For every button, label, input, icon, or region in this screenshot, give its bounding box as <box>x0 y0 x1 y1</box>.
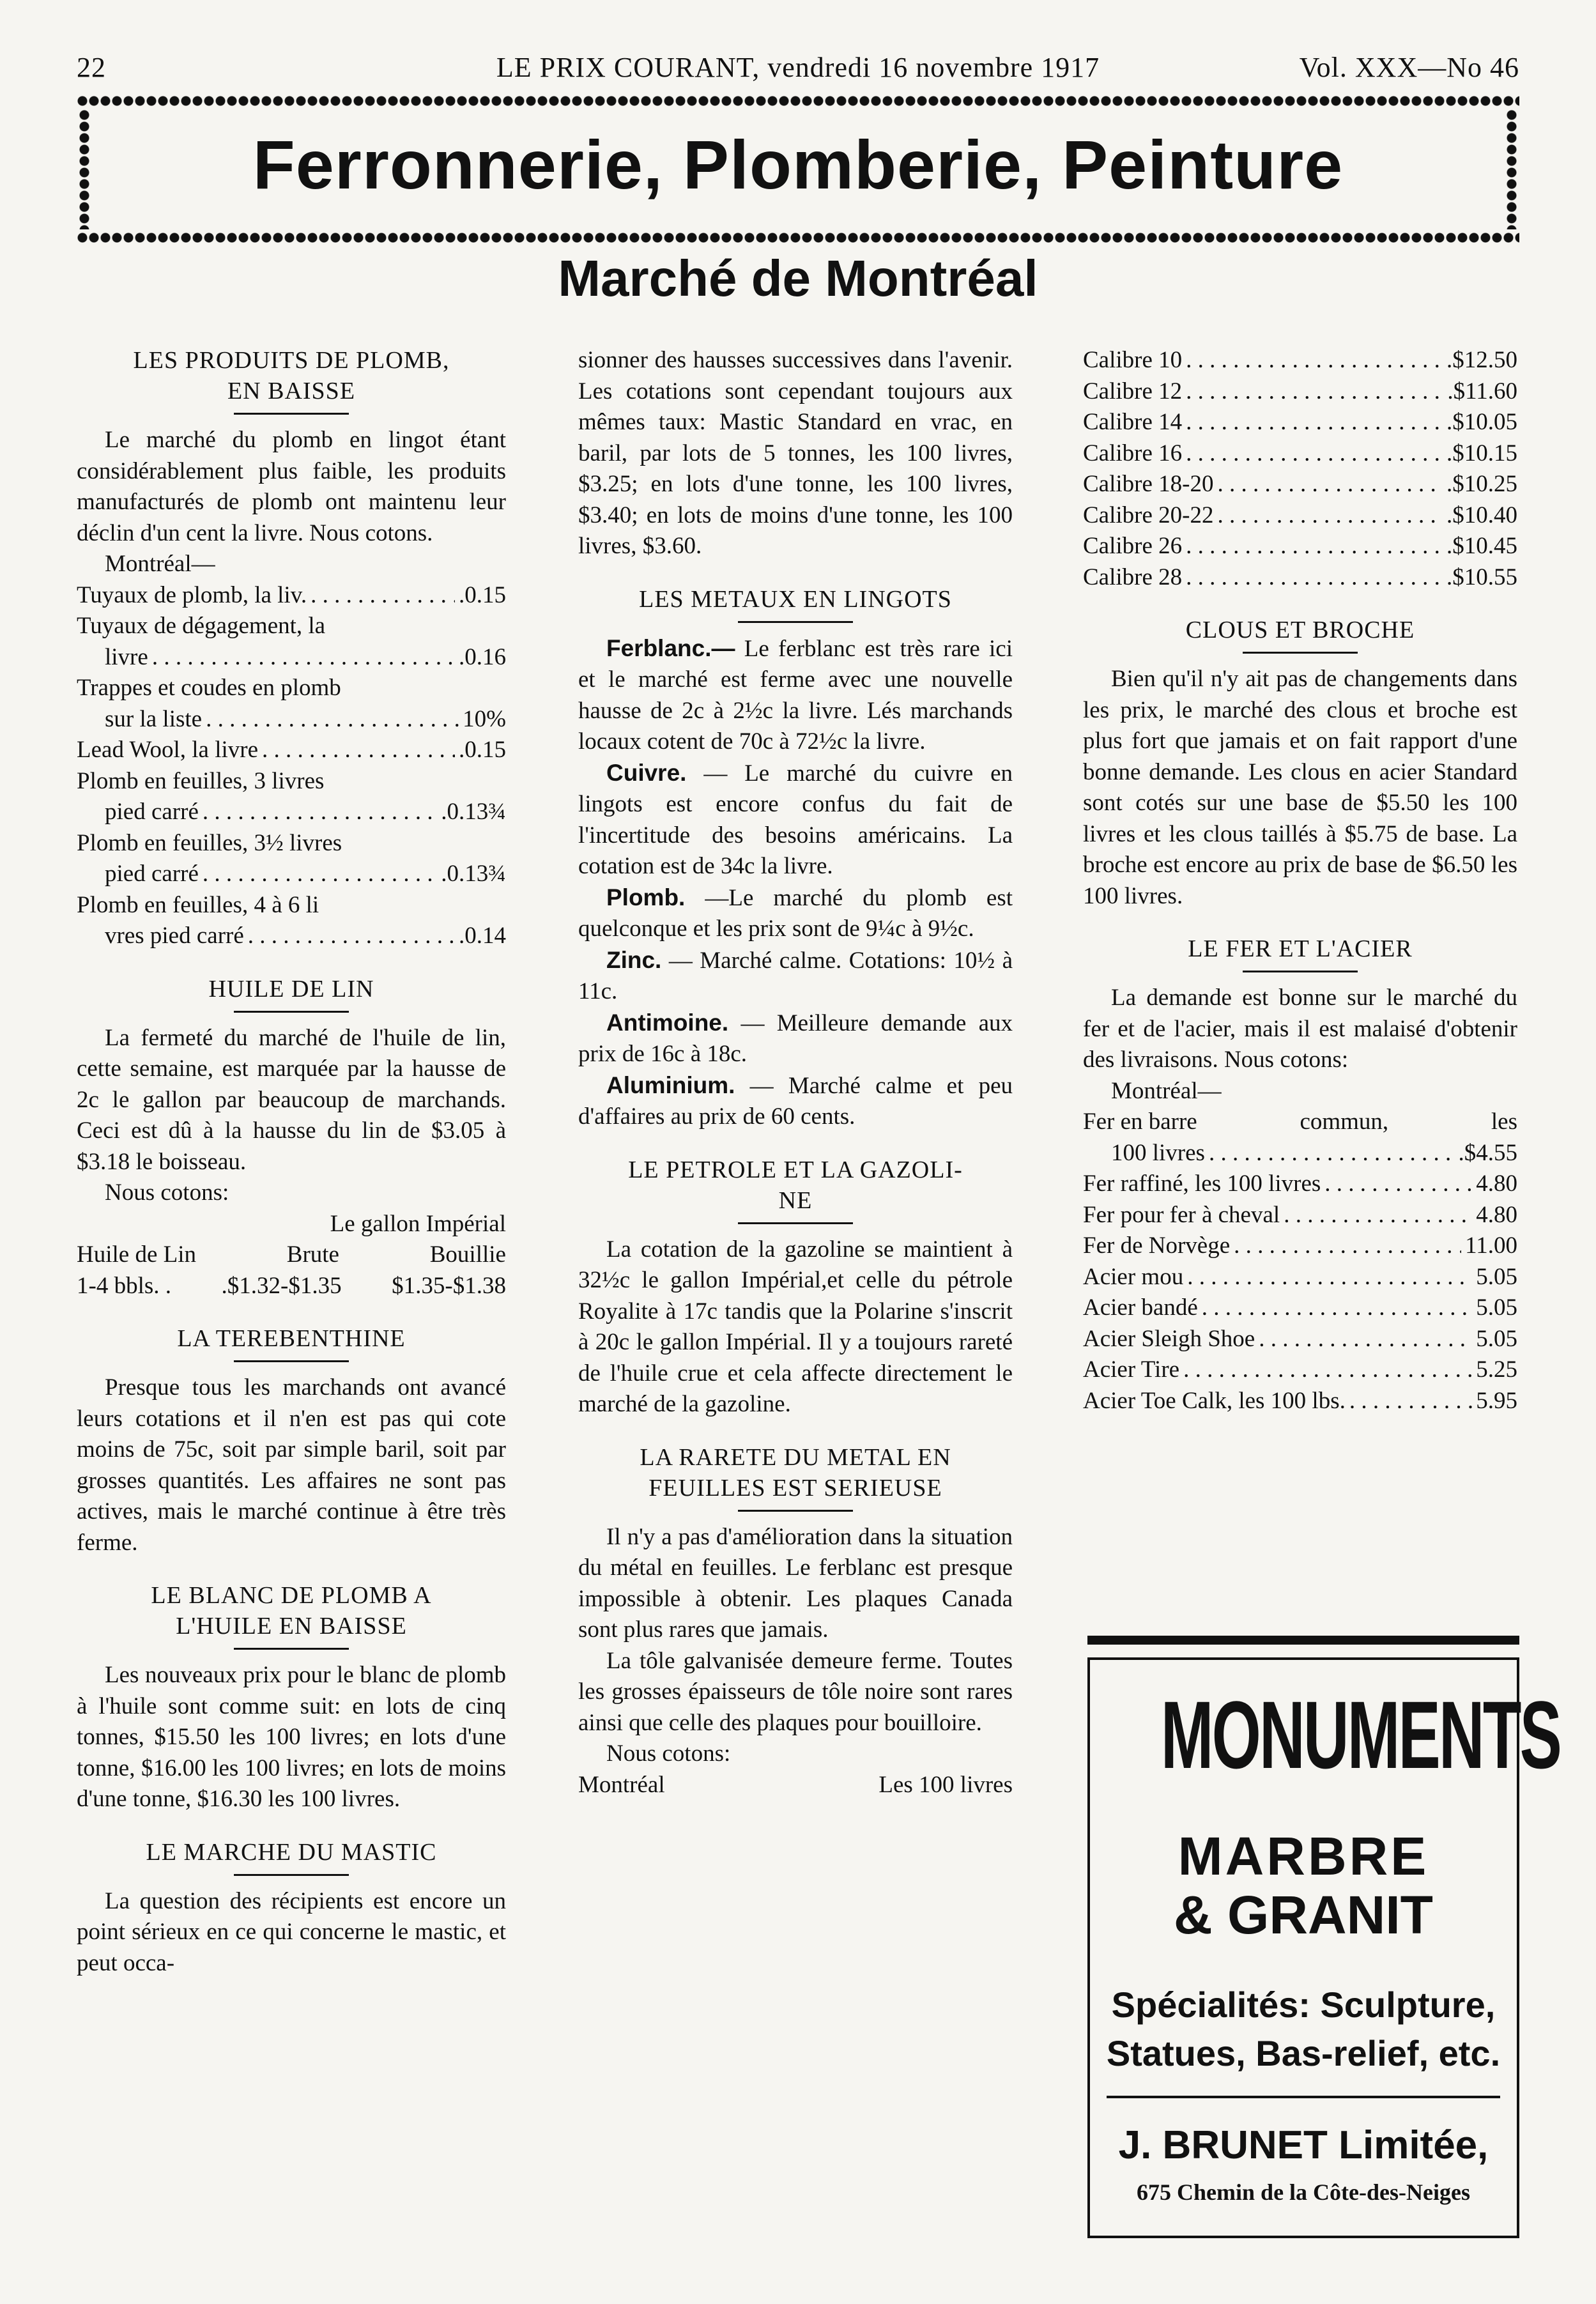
price-item <box>1083 469 1517 500</box>
heading-line: FEUILLES EST SERIEUSE <box>648 1474 942 1501</box>
item-name: Fer de Norvège <box>1083 1233 1231 1259</box>
article-mastic <box>77 1837 506 1979</box>
item-price: .$11.60 <box>1447 378 1517 404</box>
item-name: pied carré <box>105 861 199 887</box>
article-heading: CLOUS ET BROCHE <box>1185 617 1415 643</box>
article-paragraph: La fermeté du marché de l'huile de lin, cette semaine, est marquée par la hausse de 2c le gallon par beaucoup de marchands. Ceci est dû à la hausse du lin de $3.05 à $3.18 le boisseau. <box>77 1024 506 1175</box>
item-price: .$10.40 <box>1446 502 1517 528</box>
item-price: .0.14 <box>459 923 506 949</box>
dotted-border-bottom <box>77 229 1519 246</box>
dotted-border-top <box>77 93 1519 109</box>
metal-report <box>578 758 1013 882</box>
price-item <box>1083 1262 1517 1293</box>
item-price: .$10.45 <box>1446 533 1517 559</box>
column-1 <box>77 345 506 1979</box>
item-name: sur la liste <box>105 705 203 732</box>
metal-name: Plomb. <box>606 884 686 910</box>
heading-line: L'HUILE EN BAISSE <box>176 1613 407 1640</box>
item-name: Tuyaux de plomb, la liv. <box>77 581 307 608</box>
price-item <box>1083 1386 1517 1417</box>
ad-address: 675 Chemin de la Côte-des-Neiges <box>1137 2179 1470 2205</box>
dot-leader <box>1284 1200 1472 1231</box>
price-item <box>77 797 506 828</box>
item-name: Acier Toe Calk, les 100 lbs. <box>1083 1387 1346 1414</box>
dot-leader <box>1186 531 1443 562</box>
item-name: vres pied carré <box>105 923 244 949</box>
item-name: Acier Sleigh Shoe <box>1083 1325 1255 1352</box>
item-price: .$10.15 <box>1446 440 1517 466</box>
price-item <box>77 642 506 673</box>
heading-line: LES PRODUITS DE PLOMB, <box>133 347 450 374</box>
heading-rule <box>1243 971 1358 972</box>
item-price: .$10.05 <box>1446 409 1517 435</box>
article-heading: LA TEREBENTHINE <box>177 1325 406 1352</box>
price-table-row <box>77 1271 506 1302</box>
table-header <box>578 1770 1013 1801</box>
item-price: .$10.55 <box>1446 564 1517 590</box>
running-header <box>77 51 1519 89</box>
article-paragraph: La cotation de la gazoline se maintient à 32½c le gallon Impérial,et celle du pétrole Royalite à 17c tandis que la Polarine s'inscrit à 20c le gallon Impérial. Il y a toujours rareté de l'huile crue et cela affecte directement le marché de la gazoline. <box>578 1236 1013 1417</box>
item-name: 100 livres <box>1111 1139 1205 1166</box>
dot-leader <box>1217 469 1443 500</box>
price-item <box>77 580 506 611</box>
item-price: .0.13¾ <box>441 861 506 887</box>
metal-name: Antimoine. <box>606 1009 729 1036</box>
article-huile-de-lin <box>77 974 506 1302</box>
heading-rule <box>738 621 853 623</box>
item-price: .$10.25 <box>1446 471 1517 497</box>
price-item <box>1083 1324 1517 1355</box>
item-name: Fer pour fer à cheval <box>1083 1201 1280 1228</box>
column-3 <box>1083 345 1517 1417</box>
price-item <box>1083 407 1517 438</box>
price-item <box>1083 1231 1517 1262</box>
item-name: Lead Wool, la livre <box>77 737 259 763</box>
heading-rule <box>234 1648 349 1650</box>
price-item <box>77 735 506 766</box>
item-price: .0.15 <box>459 581 506 608</box>
heading-line: EN BAISSE <box>227 378 356 404</box>
item-price: 5.95 <box>1476 1387 1517 1414</box>
dot-leader <box>152 642 455 673</box>
article-paragraph: Bien qu'il n'y ait pas de changements dans les prix, le marché des clous et broche est plus fort que jamais et on fait rapport d'une bonne demande. Les clous en acier Standard sont cotés sur une base de $5.50 les 100 livres et les clous taillés à $5.75 de base. La broche est encore au prix de base de $6.50 les 100 livres. <box>1083 666 1517 909</box>
article-rarete-metal <box>578 1442 1013 1801</box>
article-heading <box>77 1580 506 1641</box>
item-name: Calibre 18-20 <box>1083 471 1214 497</box>
page-number: 22 <box>77 52 106 83</box>
market-subtitle: Marché de Montréal <box>558 250 1038 307</box>
item-text: commun, <box>1300 1109 1389 1135</box>
price-item <box>1083 1138 1517 1169</box>
heading-rule <box>738 1222 853 1224</box>
heading-rule <box>234 1360 349 1362</box>
item-name: Calibre 26 <box>1083 533 1183 559</box>
price-list <box>1083 1169 1517 1417</box>
ad-granit: & GRANIT <box>1174 1885 1433 1945</box>
article-paragraph: La demande est bonne sur le marché du fer et de l'acier, mais il est malaisé d'obtenir des livraisons. Nous cotons: <box>1083 985 1517 1073</box>
item-price: .0.16 <box>459 643 506 670</box>
dot-leader <box>1186 407 1443 438</box>
item-price: 5.05 <box>1476 1294 1517 1321</box>
price-item <box>1083 1169 1517 1200</box>
market-label: Montréal— <box>105 551 215 577</box>
dot-leader <box>1186 562 1443 594</box>
heading-line: LE PETROLE ET LA GAZOLI- <box>628 1156 963 1183</box>
calibre-price-list <box>1083 345 1517 593</box>
item-price: 5.05 <box>1476 1325 1517 1352</box>
price-item <box>1083 438 1517 470</box>
advertisement-monuments <box>1087 1636 1561 2238</box>
table-cell: 1-4 bbls. . <box>77 1272 171 1299</box>
price-item <box>77 704 506 735</box>
dot-leader <box>311 580 455 611</box>
dot-leader <box>262 735 455 766</box>
heading-line: LA RARETE DU METAL EN <box>640 1443 951 1471</box>
column-2 <box>578 345 1013 1801</box>
ad-top-bar <box>1087 1636 1519 1645</box>
item-price: 11.00 <box>1465 1233 1517 1259</box>
dot-leader <box>1259 1324 1472 1355</box>
table-cell: .$1.32-$1.35 <box>221 1272 342 1299</box>
heading-line: LE BLANC DE PLOMB A <box>151 1582 432 1609</box>
price-list <box>77 580 506 952</box>
dot-leader <box>206 704 459 735</box>
metal-report <box>578 1008 1013 1070</box>
dot-leader <box>1186 345 1443 376</box>
article-heading <box>578 1155 1013 1216</box>
metal-report <box>578 1070 1013 1133</box>
ad-spec-line: Statues, Bas-relief, etc. <box>1106 2033 1501 2073</box>
metal-text: — Marché calme et peu d'affaires au prix de 60 cents. <box>578 1072 1013 1130</box>
metal-text: — Meilleure demande aux prix de 16c à 18c. <box>578 1010 1013 1067</box>
metal-text: —Le marché du plomb est quelconque et les prix sont de 9¼c à 9½c. <box>578 884 1013 942</box>
article-heading <box>578 1442 1013 1503</box>
dot-leader <box>203 797 437 828</box>
ad-marbre: MARBRE <box>1178 1826 1429 1886</box>
item-name: Calibre 12 <box>1083 378 1183 404</box>
price-item <box>1083 500 1517 532</box>
table-header-cell: Les 100 livres <box>879 1771 1013 1798</box>
price-item-first-line: Plomb en feuilles, 3½ livres <box>77 829 342 856</box>
table-header-cell: Brute <box>286 1241 339 1268</box>
dot-leader <box>203 859 437 890</box>
article-metaux-lingots <box>578 584 1013 1133</box>
price-item <box>1083 345 1517 376</box>
heading-rule <box>738 1510 853 1512</box>
metal-name: Cuivre. <box>606 759 687 786</box>
ad-company: J. BRUNET Limitée, <box>1118 2123 1489 2167</box>
article-paragraph: Presque tous les marchands ont avancé leurs cotations et il n'en est pas qui cote moins de 75c, soit par simple baril, soit par grosses quantités. Les affaires ne sont pas actives, mais le marché continue à être très ferme. <box>77 1374 506 1556</box>
ad-spec-line: Spécialités: Sculpture, <box>1111 1985 1496 2025</box>
metal-name: Zinc. <box>606 946 662 973</box>
item-price: .0.15 <box>459 737 506 763</box>
article-produits-plomb <box>77 345 506 952</box>
price-item-first-line: Trappes et coudes en plomb <box>77 675 341 701</box>
metal-report <box>578 633 1013 758</box>
item-name: Calibre 16 <box>1083 440 1183 466</box>
price-item-first-line: Plomb en feuilles, 4 à 6 li <box>77 891 319 918</box>
table-header-cell: Bouillie <box>429 1241 506 1268</box>
ad-specialties <box>1100 1981 1507 2078</box>
metal-name: Ferblanc.— <box>606 634 735 661</box>
table-cell: $1.35-$1.38 <box>392 1272 506 1299</box>
dot-leader <box>1186 438 1443 470</box>
item-name: Acier Tire <box>1083 1356 1180 1383</box>
article-petrole <box>578 1155 1013 1420</box>
article-terebenthine <box>77 1323 506 1558</box>
price-item-first-line: Tuyaux de dégagement, la <box>77 613 326 639</box>
item-price: 5.05 <box>1476 1263 1517 1290</box>
metal-report <box>578 945 1013 1008</box>
price-item <box>1083 531 1517 562</box>
item-price: .$4.55 <box>1458 1139 1517 1166</box>
metal-text: Le ferblanc est très rare ici et le marché est ferme avec une nouvelle hausse de 2c à 2½c la livre. Lés marchands locaux cotent de 70c à 72½c la livre. <box>578 635 1013 755</box>
price-item <box>1083 1200 1517 1231</box>
item-name: Fer raffiné, les 100 livres <box>1083 1171 1321 1197</box>
article-heading: LE MARCHE DU MASTIC <box>146 1838 437 1866</box>
metal-text: — Marché calme. Cotations: 10½ à 11c. <box>578 947 1013 1004</box>
heading-line: NE <box>778 1187 813 1214</box>
article-blanc-de-plomb <box>77 1580 506 1815</box>
item-text: les <box>1491 1109 1517 1135</box>
table-header-cell: Huile de Lin <box>77 1241 197 1268</box>
article-heading: LE FER ET L'ACIER <box>1188 935 1413 962</box>
metal-name: Aluminium. <box>606 1071 735 1098</box>
ad-divider <box>1107 2096 1500 2098</box>
article-heading: HUILE DE LIN <box>208 975 374 1002</box>
price-item <box>1083 562 1517 594</box>
heading-rule <box>234 1874 349 1876</box>
dot-leader <box>1202 1293 1472 1324</box>
item-price: 10% <box>463 705 506 732</box>
dot-leader <box>1183 1355 1472 1386</box>
article-paragraph: La question des récipients est encore un point sérieux en ce qui concerne le mastic, et peut occa- <box>77 1887 506 1976</box>
item-name: pied carré <box>105 799 199 825</box>
price-table-header <box>77 1240 506 1271</box>
article-paragraph: Le marché du plomb en lingot étant considérablement plus faible, les produits manufacturés de plomb ont maintenu leur déclin d'un cent la livre. Nous cotons. <box>77 427 506 546</box>
article-paragraph: Il n'y a pas d'amélioration dans la situation du métal en feuilles. Le ferblanc est presque impossible à obtenir. Les plaques Canada sont plus rares que jamais. <box>578 1523 1013 1643</box>
volume-number: Vol. XXX—No 46 <box>1299 52 1519 83</box>
item-price: 4.80 <box>1476 1171 1517 1197</box>
metal-text: — Le marché du cuivre en lingots est encore confus du fait de l'incertitude des besoins américains. La cotation est de 34c la livre. <box>578 760 1013 879</box>
dot-leader <box>1217 500 1443 532</box>
heading-rule <box>234 1011 349 1013</box>
item-text: Fer en barre <box>1083 1109 1197 1135</box>
article-fer-acier <box>1083 933 1517 1417</box>
price-item <box>1083 1293 1517 1324</box>
dot-leader <box>248 921 455 952</box>
cotons-label: Nous cotons: <box>606 1740 731 1767</box>
article-paragraph: La tôle galvanisée demeure ferme. Toutes les grosses épaisseurs de tôle noire sont rares ainsi que celle des plaques pour bouilloire. <box>578 1647 1013 1736</box>
price-item <box>1083 376 1517 408</box>
price-item <box>77 921 506 952</box>
item-name: Calibre 20-22 <box>1083 502 1214 528</box>
item-price: .0.13¾ <box>441 799 506 825</box>
price-item <box>77 859 506 890</box>
dot-leader <box>1324 1169 1472 1200</box>
heading-rule <box>234 413 349 415</box>
item-price: 4.80 <box>1476 1201 1517 1228</box>
section-banner <box>77 93 1519 246</box>
section-title: Ferronnerie, Plomberie, Peinture <box>252 126 1344 203</box>
item-name: Calibre 28 <box>1083 564 1183 590</box>
item-name: Acier mou <box>1083 1263 1184 1290</box>
metal-report <box>578 882 1013 945</box>
ad-title: MONUMENTS <box>1160 1681 1561 1788</box>
table-header-cell: Montréal <box>578 1771 665 1798</box>
article-paragraph-continued: sionner des hausses successives dans l'avenir. Les cotations sont cependant toujours aux mêmes taux: Mastic Standard en vrac, en baril, par lots de 5 tonnes, les 100 livres, $3.25; en lots d'une tonne, les 100 livres, $3.40; en lots de moins d'une tonne, les 100 livres, $3.60. <box>578 347 1013 559</box>
article-clous-broche <box>1083 615 1517 912</box>
item-name: Calibre 14 <box>1083 409 1183 435</box>
item-name: livre <box>105 643 148 670</box>
gallon-label: Le gallon Impérial <box>330 1210 506 1237</box>
dot-leader <box>1234 1231 1461 1262</box>
cotons-label: Nous cotons: <box>105 1179 229 1206</box>
dot-leader <box>1187 1262 1472 1293</box>
dot-leader <box>1209 1138 1455 1169</box>
price-item <box>1083 1355 1517 1386</box>
price-item-first-line <box>1083 1107 1517 1138</box>
price-item-first-line: Plomb en feuilles, 3 livres <box>77 767 325 794</box>
article-paragraph: Les nouveaux prix pour le blanc de plomb à l'huile sont comme suit: en lots de cinq tonnes, $15.50 les 100 livres; en lots d'une tonne, $16.00 les 100 livres; en lots de moins d'une tonne, $16.30 les 100 livres. <box>77 1662 506 1812</box>
item-price: 5.25 <box>1476 1356 1517 1383</box>
item-name: Calibre 10 <box>1083 347 1183 373</box>
dot-leader <box>1349 1386 1472 1417</box>
heading-rule <box>1243 652 1358 654</box>
dot-leader <box>1186 376 1443 408</box>
item-name: Acier bandé <box>1083 1294 1198 1321</box>
market-label: Montréal— <box>1111 1077 1222 1104</box>
article-heading <box>77 345 506 406</box>
publication-line: LE PRIX COURANT, vendredi 16 novembre 1917 <box>496 52 1100 83</box>
metal-reports <box>578 633 1013 1133</box>
article-heading: LES METAUX EN LINGOTS <box>639 585 952 613</box>
item-price: .$12.50 <box>1446 347 1517 373</box>
